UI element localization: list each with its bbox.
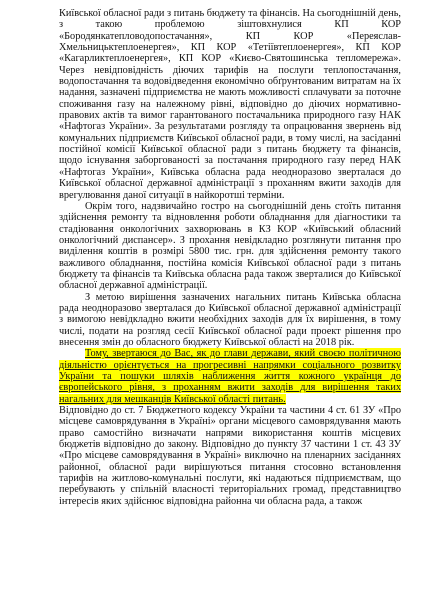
paragraph-budget-request: З метою вирішення зазначених нагальних питань Київська обласна рада неодноразово зверталася до Київської обласної державної адміністрації з вимогою невідкладно вжити необхідних заходів для їх вирішення, в тому числі, подати на розгляд сесії Київської обласної ради проект рішення про внесення змін до обласного бюджету Київської області на 2018 рік. bbox=[59, 291, 401, 348]
paragraph-legal-basis: Відповідно до ст. 7 Бюджетного кодексу України та частини 4 ст. 61 ЗУ «Про місцеве самоврядування в Україні» органи місцевого самоврядування мають право самостійно визначати напрями використання коштів місцевих бюджетів відповідно до закону. Відповідно до пункту 37 частини 1 ст. 43 ЗУ «Про місцеве самоврядування в Україні» виключно на пленарних засіданнях районної, обласної ради вирішуються питання стосовно встановлення тарифів на житлово-комунальні послуги, які надаються підприємствам, що перебувають у спільній власності територіальних громад, представництво інтересів яких здійснює відповідна районна чи обласна рада, а також bbox=[59, 405, 401, 507]
highlighted-appeal-text: Тому, звертаюся до Вас, як до глави держави, який своєю політичною діяльністю орієнтується на прогресивні напрямки соціального розвитку України та пошуки шляхів наближення життя кожного українця до європейського рівня, з проханням вжити заходів для вирішення таких нагальних для мешканців Київської області питань. bbox=[59, 348, 401, 405]
paragraph-oncology-equipment: Окрім того, надзвичайно гостро на сьогоднішній день стоїть питання здійснення ремонту та відновлення роботи обладнання для діагностики та стадіювання онкологічних захворювань в КЗ КОР «Київський обласний онкологічний диспансер». З прохання невідкладно розглянути питання про виділення коштів в розмірі 5800 тис. грн. для здійснення ремонту такого важливого обладнання, постійна комісія Київської обласної ради з питань бюджету та фінансів та Київська обласна рада також зверталися до Київської обласної державної адміністрації. bbox=[59, 200, 401, 292]
paragraph-appeal-highlighted bbox=[59, 348, 401, 405]
paragraph-utilities-gas-debt: Київської обласної ради з питань бюджету та фінансів. На сьогоднішній день, з такою проблемою зіштовхнулися КП КОР «Бородянкатепловодопостачання», КП КОР «Переяслав-Хмельницьктеплоенергея», КП КОР «Тетіївтеплоенергея», КП КОР «Кагарликтеплоенергея», КП КОР «Києво-Святошинська тепломережа». Через невідповідність діючих тарифів на послуги теплопостачання, водопостачання та водовідведення економічно обґрунтованим витратам на їх надання, зазначені підприємства не мають можливості сплачувати за поточне споживання газу на належному рівні, відповідно до діючих нормативно-правових актів та вимог гарантованого постачальника природного газу НАК «Нафтогаз України». За результатами розгляду та опрацювання звернень від комунальних підприємств Київської обласної ради, в тому числі, на засіданні постійної комісії Київської обласної ради з питань бюджету та фінансів, щодо існування заборгованості за постачання природного газу перед НАК «Нафтогаз України», Київська обласна рада неодноразово зверталася до Київської обласної державної адміністрації з проханням вжити заходів для врегулювання даної ситуації в найкоротші терміни. bbox=[59, 8, 401, 201]
